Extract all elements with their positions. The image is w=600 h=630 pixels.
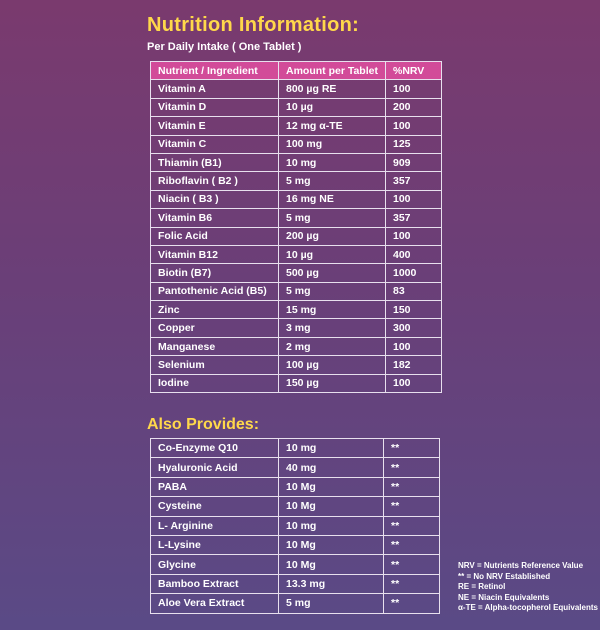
table-row [151,153,442,171]
cell-nutrient: Hyaluronic Acid [151,458,279,477]
cell-nutrient: Cysteine [151,497,279,516]
table-row [151,282,442,300]
cell-amount: 15 mg [279,301,386,319]
cell-nrv: ** [384,555,440,574]
table-row [151,135,442,153]
table-row [151,209,442,227]
also-provides-title: Also Provides: [147,416,260,433]
cell-amount: 10 mg [279,153,386,171]
column-header-nrv: %NRV [385,62,441,80]
cell-amount: 13.3 mg [279,574,384,593]
cell-amount: 500 µg [279,264,386,282]
cell-nrv: 182 [385,356,441,374]
cell-nutrient: Zinc [151,301,279,319]
table-row [151,264,442,282]
cell-nrv: ** [384,594,440,613]
cell-nutrient: Thiamin (B1) [151,153,279,171]
column-header-amount: Amount per Tablet [279,62,386,80]
cell-nutrient: Copper [151,319,279,337]
table-row [151,227,442,245]
cell-amount: 5 mg [279,282,386,300]
table-row [151,555,440,574]
page-title: Nutrition Information: [147,14,360,36]
cell-nrv: 100 [385,227,441,245]
table-row [151,594,440,613]
page-subtitle: Per Daily Intake ( One Tablet ) [147,41,302,53]
cell-amount: 5 mg [279,172,386,190]
cell-amount: 10 Mg [279,477,384,496]
table-row [151,319,442,337]
cell-amount: 16 mg NE [279,190,386,208]
cell-nrv: 1000 [385,264,441,282]
table-row [151,516,440,535]
cell-nutrient: L- Arginine [151,516,279,535]
cell-nrv: ** [384,535,440,554]
table-row [151,574,440,593]
cell-nutrient: PABA [151,477,279,496]
cell-nutrient: Iodine [151,374,279,392]
cell-nrv: 400 [385,245,441,263]
cell-nrv: ** [384,516,440,535]
table-row [151,190,442,208]
table-row [151,535,440,554]
cell-nrv: 100 [385,190,441,208]
cell-nutrient: Glycine [151,555,279,574]
cell-nutrient: Aloe Vera Extract [151,594,279,613]
cell-amount: 3 mg [279,319,386,337]
cell-amount: 10 mg [279,516,384,535]
cell-amount: 150 µg [279,374,386,392]
cell-nutrient: Pantothenic Acid (B5) [151,282,279,300]
cell-nutrient: Vitamin C [151,135,279,153]
cell-nutrient: Vitamin A [151,80,279,98]
cell-amount: 10 Mg [279,497,384,516]
cell-amount: 100 µg [279,356,386,374]
cell-nutrient: Vitamin B6 [151,209,279,227]
table-row [151,356,442,374]
table-row [151,439,440,458]
legend-item: NRV = Nutrients Reference Value [458,561,584,570]
column-header-nutrient: Nutrient / Ingredient [151,62,279,80]
cell-nrv: 100 [385,337,441,355]
cell-nutrient: L-Lysine [151,535,279,554]
cell-amount: 800 µg RE [279,80,386,98]
cell-amount: 10 mg [279,439,384,458]
legend-item: NE = Niacin Equivalents [458,592,550,602]
cell-amount: 10 Mg [279,555,384,574]
cell-amount: 200 µg [279,227,386,245]
legend-item: RE = Retinol [458,582,506,591]
cell-nrv: 100 [385,117,441,135]
table-row [151,117,442,135]
cell-nutrient: Niacin ( B3 ) [151,190,279,208]
table-row [151,477,440,496]
cell-nutrient: Bamboo Extract [151,574,279,593]
table-row [151,497,440,516]
cell-nrv: 909 [385,153,441,171]
cell-amount: 10 µg [279,245,386,263]
table-row [151,98,442,116]
nutrition-table [150,61,442,393]
cell-nrv: ** [384,477,440,496]
table-row [151,172,442,190]
cell-amount: 5 mg [279,594,384,613]
cell-nutrient: Biotin (B7) [151,264,279,282]
cell-amount: 2 mg [279,337,386,355]
cell-nutrient: Vitamin B12 [151,245,279,263]
cell-nrv: ** [384,574,440,593]
cell-nutrient: Manganese [151,337,279,355]
table-row [151,301,442,319]
table-header-row [151,62,442,80]
cell-nrv: 125 [385,135,441,153]
cell-nrv: 83 [385,282,441,300]
cell-amount: 10 µg [279,98,386,116]
table-row [151,80,442,98]
cell-nrv: 150 [385,301,441,319]
cell-nrv: 357 [385,209,441,227]
cell-nrv: 200 [385,98,441,116]
also-provides-table [150,438,440,614]
cell-nutrient: Vitamin D [151,98,279,116]
cell-nrv: 357 [385,172,441,190]
cell-nutrient: Co-Enzyme Q10 [151,439,279,458]
table-row [151,337,442,355]
cell-nutrient: Selenium [151,356,279,374]
cell-amount: 40 mg [279,458,384,477]
table-row [151,458,440,477]
legend-item: α-TE = Alpha-tocopherol Equivalents [458,603,598,612]
legend [458,561,598,614]
table-row [151,245,442,263]
cell-amount: 5 mg [279,209,386,227]
cell-amount: 12 mg α-TE [279,117,386,135]
cell-nrv: ** [384,458,440,477]
cell-nutrient: Vitamin E [151,117,279,135]
cell-nrv: ** [384,497,440,516]
cell-nutrient: Riboflavin ( B2 ) [151,172,279,190]
cell-nrv: 300 [385,319,441,337]
cell-nrv: ** [384,439,440,458]
cell-nrv: 100 [385,374,441,392]
cell-nutrient: Folic Acid [151,227,279,245]
legend-item: ** = No NRV Established [458,571,551,581]
cell-nrv: 100 [385,80,441,98]
cell-amount: 10 Mg [279,535,384,554]
cell-amount: 100 mg [279,135,386,153]
table-row [151,374,442,392]
